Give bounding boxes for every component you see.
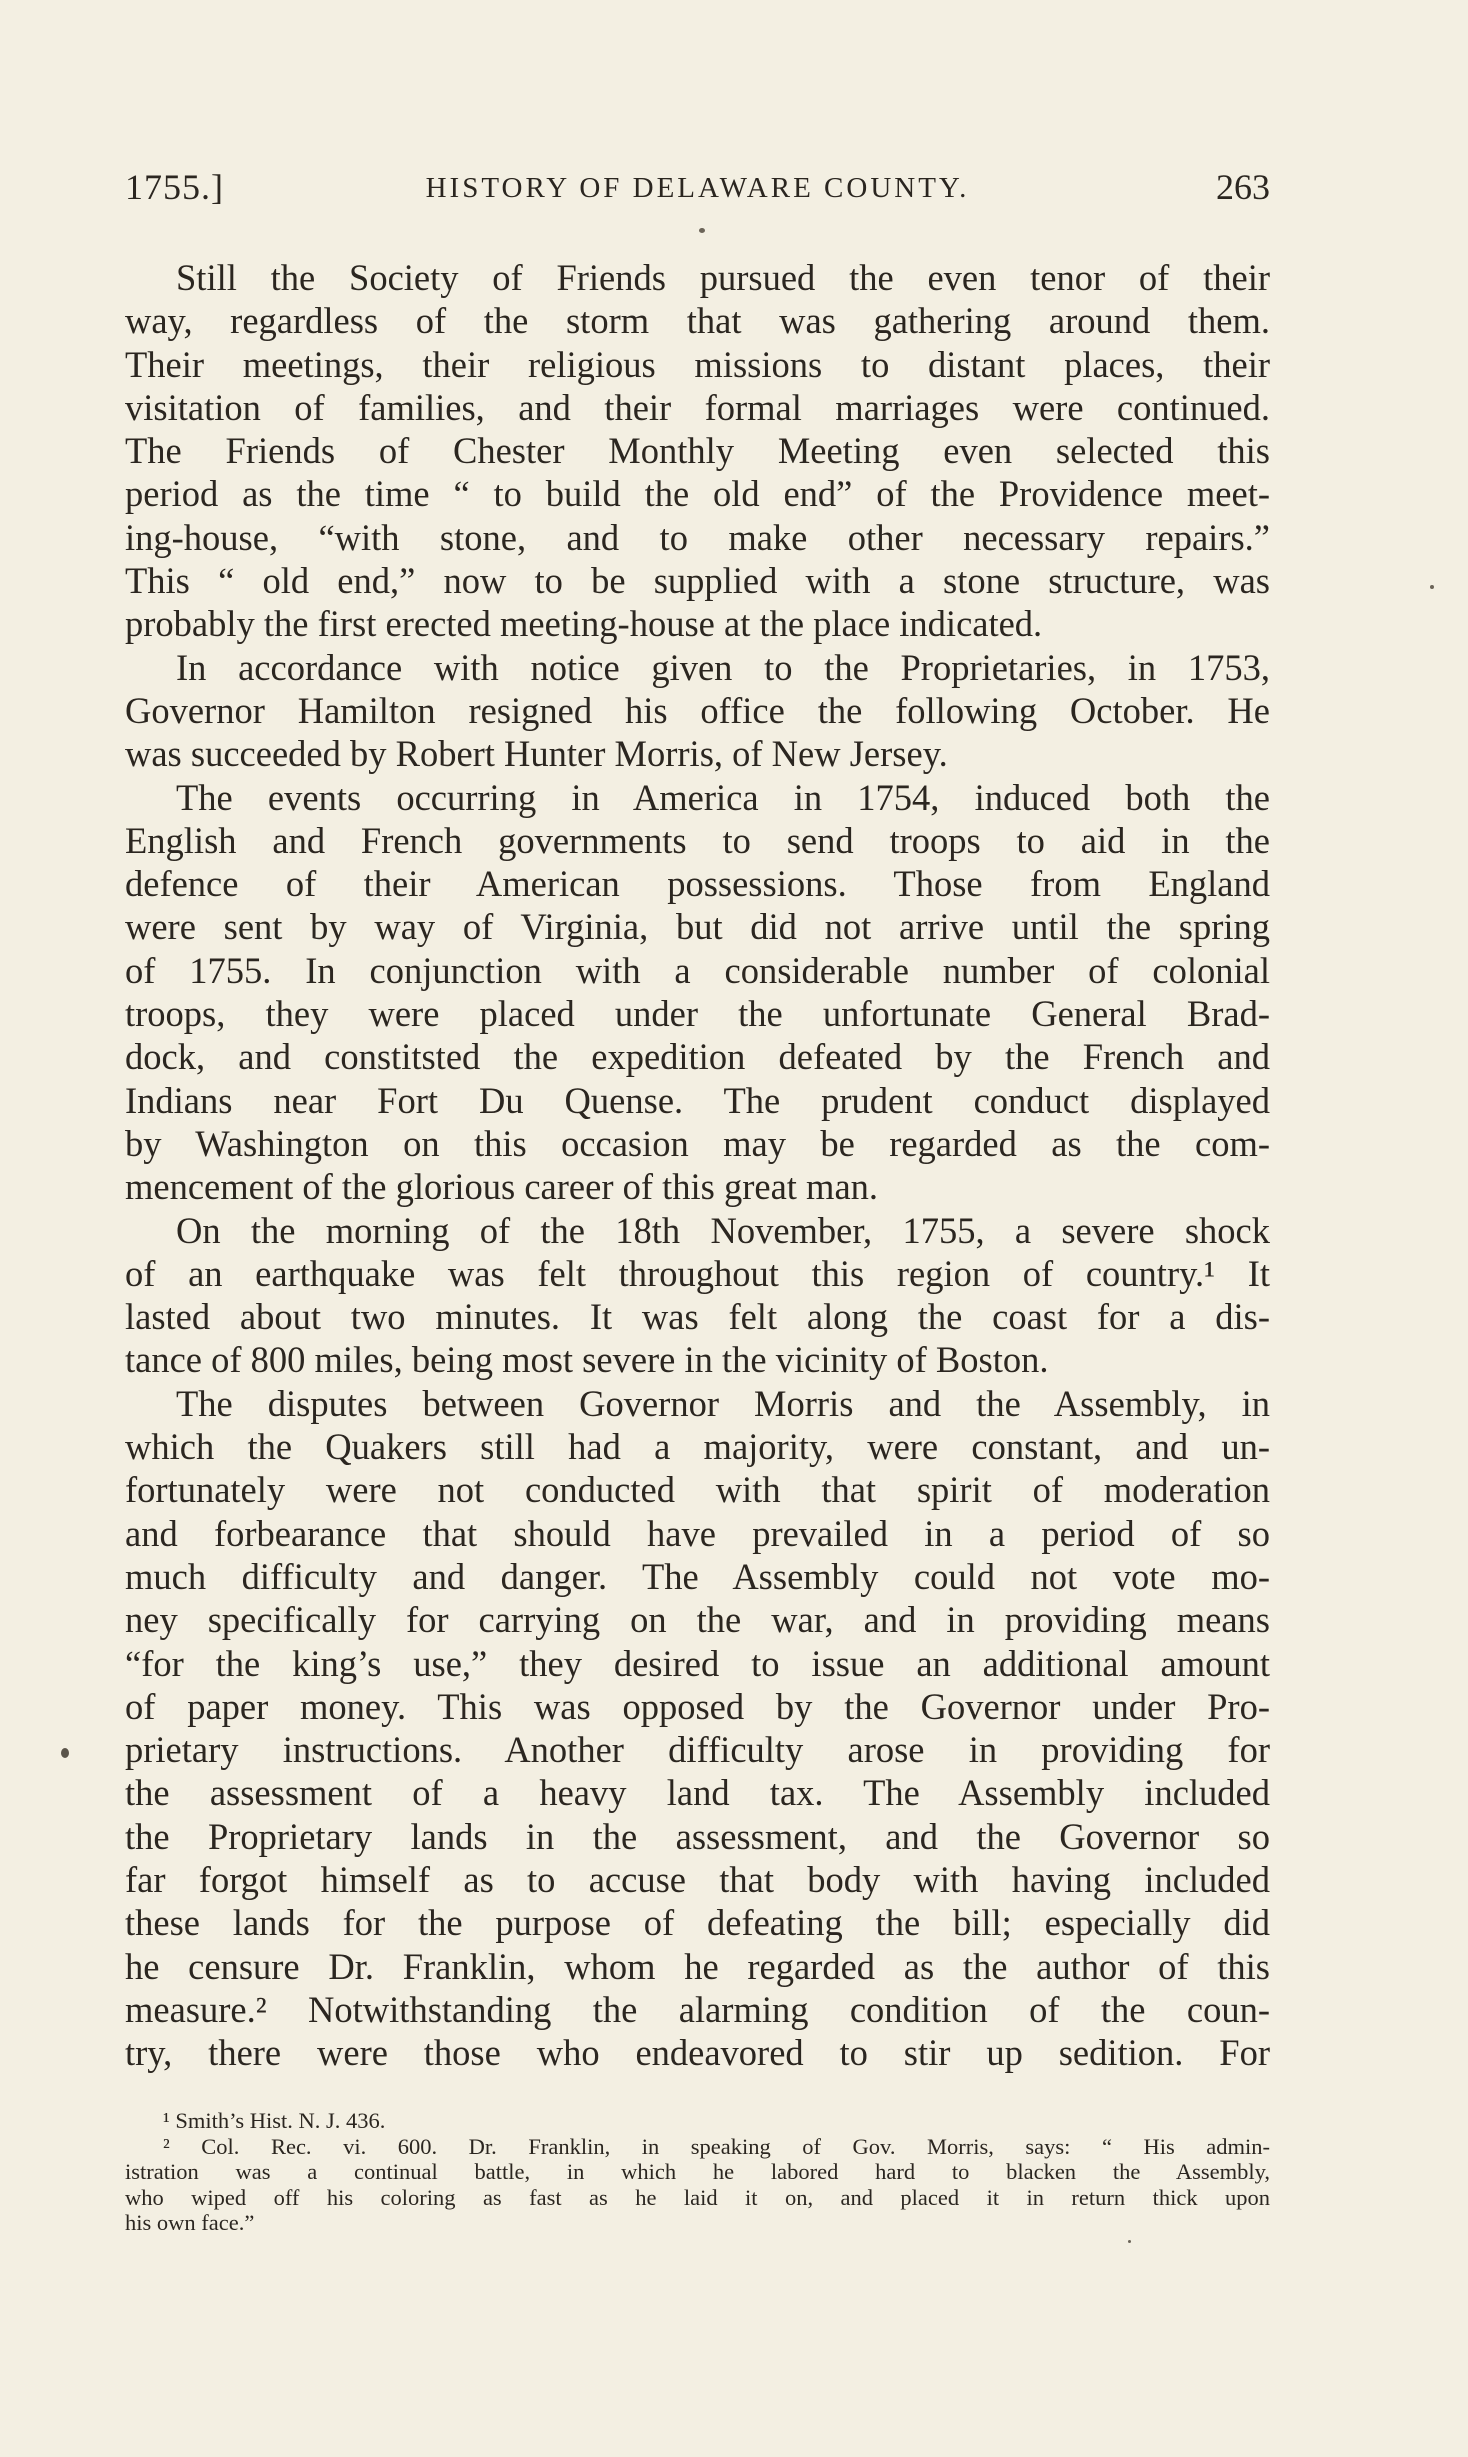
text-line: of 1755. In conjunction with a considerable number of colonial xyxy=(125,949,1270,991)
main-text xyxy=(125,256,1270,2074)
text-line: much difficulty and danger. The Assembly could not vote mo- xyxy=(125,1555,1270,1597)
text-line: way, regardless of the storm that was gathering around them. xyxy=(125,300,1270,342)
text-line: fortunately were not conducted with that spirit of moderation xyxy=(125,1469,1270,1511)
page-number: 263 xyxy=(1216,167,1270,207)
text-line: The disputes between Governor Morris and the Assembly, in xyxy=(176,1382,1270,1424)
text-line: “for the king’s use,” they desired to issue an additional amount xyxy=(125,1642,1270,1684)
text-line: Governor Hamilton resigned his office the following October. He xyxy=(125,689,1270,731)
footnote xyxy=(125,2134,1270,2236)
text-line: mencement of the glorious career of this great man. xyxy=(125,1166,879,1208)
text-line: visitation of families, and their formal marriages were continued. xyxy=(125,386,1270,428)
text-line: and forbearance that should have prevailed in a period of so xyxy=(125,1512,1270,1554)
paragraph xyxy=(125,256,1270,646)
footnote-line: who wiped off his coloring as fast as he laid it on, and placed it in return thick upon xyxy=(125,2184,1270,2210)
text-line: troops, they were placed under the unfortunate General Brad- xyxy=(125,993,1270,1035)
text-line: dock, and constitsted the expedition defeated by the French and xyxy=(125,1036,1270,1078)
text-line: far forgot himself as to accuse that body with having included xyxy=(125,1858,1270,1900)
footnote-line: ¹ Smith’s Hist. N. J. 436. xyxy=(163,2108,386,2133)
text-line: defence of their American possessions. Those from England xyxy=(125,863,1270,905)
text-line: measure.² Notwithstanding the alarming condition of the coun- xyxy=(125,1988,1270,2030)
text-line: were sent by way of Virginia, but did not arrive until the spring xyxy=(125,906,1270,948)
text-line: In accordance with notice given to the Proprietaries, in 1753, xyxy=(176,646,1270,688)
footnote-line: his own face.” xyxy=(125,2210,255,2235)
text-line: ney specifically for carrying on the war, and in providing means xyxy=(125,1599,1270,1641)
text-line: Their meetings, their religious missions to distant places, their xyxy=(125,343,1270,385)
text-line: ing-house, “with stone, and to make other necessary repairs.” xyxy=(125,516,1270,558)
footnote-line: istration was a continual battle, in which he labored hard to blacken the Assembly, xyxy=(125,2159,1270,2184)
text-line: This “ old end,” now to be supplied with a stone structure, was xyxy=(125,560,1270,602)
paragraph xyxy=(125,1209,1270,1382)
scan-speck xyxy=(61,1748,69,1758)
text-line: he censure Dr. Franklin, whom he regarded as the author of this xyxy=(125,1945,1270,1987)
text-line: probably the first erected meeting-house at the place indicated. xyxy=(125,603,1043,645)
footnote xyxy=(125,2108,1270,2134)
text-line: Indians near Fort Du Quense. The prudent conduct displayed xyxy=(125,1079,1270,1121)
text-line: tance of 800 miles, being most severe in the vicinity of Boston. xyxy=(125,1339,1049,1381)
text-line: The Friends of Chester Monthly Meeting even selected this xyxy=(125,430,1270,472)
paragraph xyxy=(125,776,1270,1209)
header-title: HISTORY OF DELAWARE COUNTY. xyxy=(425,172,970,204)
text-line: these lands for the purpose of defeating the bill; especially did xyxy=(125,1902,1270,1944)
text-line: lasted about two minutes. It was felt along the coast for a dis- xyxy=(125,1296,1270,1338)
text-line: was succeeded by Robert Hunter Morris, of New Jersey. xyxy=(125,733,948,775)
footnote-line: ² Col. Rec. vi. 600. Dr. Franklin, in speaking of Gov. Morris, says: “ His admin- xyxy=(163,2133,1270,2159)
text-line: the assessment of a heavy land tax. The Assembly included xyxy=(125,1772,1270,1814)
paragraph xyxy=(125,1382,1270,2075)
text-line: prietary instructions. Another difficulty arose in providing for xyxy=(125,1729,1270,1771)
scan-speck xyxy=(699,228,705,233)
text-line: Still the Society of Friends pursued the even tenor of their xyxy=(176,257,1270,298)
text-line: which the Quakers still had a majority, were constant, and un- xyxy=(125,1426,1270,1468)
text-line: period as the time “ to build the old end” of the Providence meet- xyxy=(125,473,1270,515)
header-year: 1755.] xyxy=(125,167,224,207)
scan-speck xyxy=(1430,585,1434,589)
text-line: by Washington on this occasion may be regarded as the com- xyxy=(125,1122,1270,1164)
text-line: English and French governments to send troops to aid in the xyxy=(125,819,1270,861)
text-line: try, there were those who endeavored to stir up sedition. For xyxy=(125,2032,1270,2074)
text-line: the Proprietary lands in the assessment, and the Governor so xyxy=(125,1815,1270,1857)
text-line: On the morning of the 18th November, 1755, a severe shock xyxy=(176,1209,1270,1251)
footnotes xyxy=(125,2108,1270,2236)
running-header xyxy=(125,166,1270,214)
text-line: of paper money. This was opposed by the Governor under Pro- xyxy=(125,1685,1270,1727)
scan-speck xyxy=(1128,2240,1131,2243)
text-line: of an earthquake was felt throughout this region of country.¹ It xyxy=(125,1252,1270,1294)
paragraph xyxy=(125,646,1270,776)
text-line: The events occurring in America in 1754, induced both the xyxy=(176,776,1270,818)
